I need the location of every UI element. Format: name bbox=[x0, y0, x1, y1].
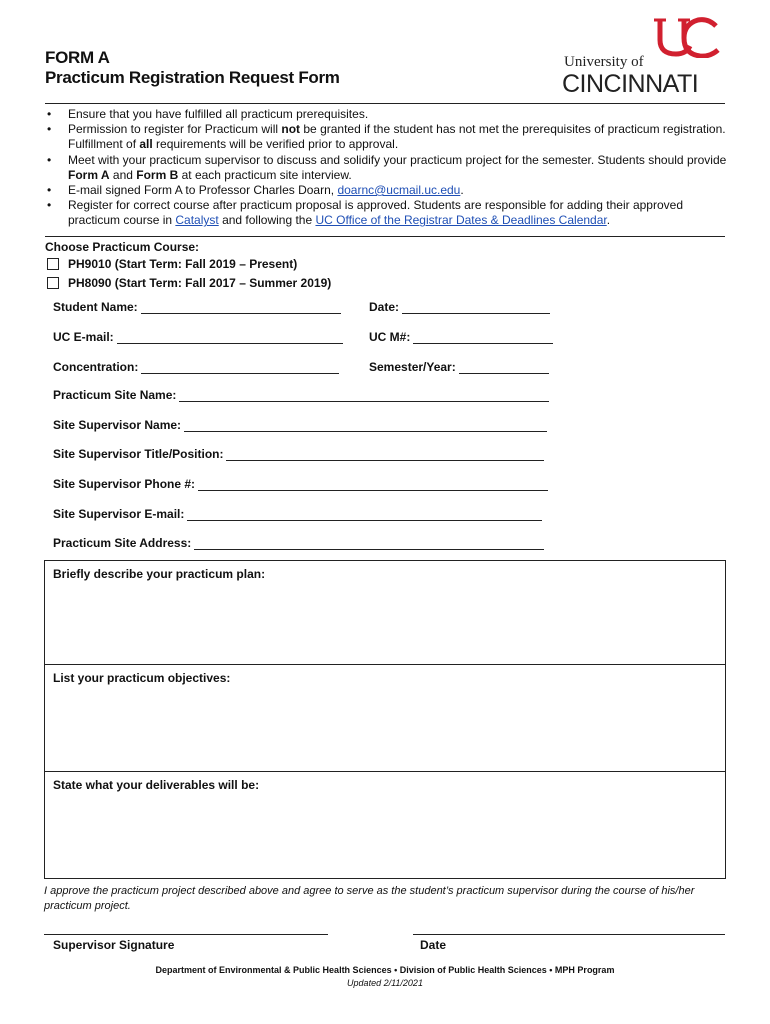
university-logo bbox=[560, 16, 730, 98]
site-supervisor-title-field[interactable] bbox=[53, 447, 544, 461]
instruction-text: Register for correct course after practicum proposal is approved. Students are responsible for adding their approved practicum course in bbox=[68, 198, 683, 228]
email-link[interactable]: doarnc@ucmail.uc.edu bbox=[337, 183, 461, 198]
checkbox[interactable] bbox=[47, 277, 59, 289]
instructions-rule bbox=[45, 236, 725, 237]
practicum-plan-label: Briefly describe your practicum plan: bbox=[53, 567, 266, 581]
supervisor-signature-line[interactable] bbox=[44, 934, 328, 935]
course-option-ph9010[interactable] bbox=[47, 257, 297, 271]
course-option-label: PH8090 (Start Term: Fall 2017 – Summer 2019) bbox=[68, 276, 332, 290]
course-option-ph8090[interactable] bbox=[47, 276, 331, 290]
date-input-line[interactable] bbox=[402, 301, 550, 314]
instruction-text: and following the bbox=[218, 213, 316, 228]
supervisor-signature-label: Supervisor Signature bbox=[53, 938, 175, 952]
instruction-text: Ensure that you have fulfilled all practicum prerequisites. bbox=[68, 107, 369, 121]
site-supervisor-email-field[interactable] bbox=[53, 507, 542, 521]
logo-university-text: University of bbox=[564, 54, 644, 70]
practicum-site-name-field[interactable] bbox=[53, 388, 549, 402]
registrar-calendar-link[interactable]: UC Office of the Registrar Dates & Deadlines Calendar bbox=[315, 213, 607, 228]
signature-date-line[interactable] bbox=[413, 934, 725, 935]
practicum-site-address-field[interactable] bbox=[53, 536, 544, 550]
deliverables-label: State what your deliverables will be: bbox=[53, 778, 260, 792]
field-label: UC E-mail: bbox=[53, 330, 114, 344]
field-label: Semester/Year: bbox=[369, 360, 456, 374]
header-rule bbox=[45, 103, 725, 104]
instruction-text: Permission to register for Practicum will bbox=[68, 122, 282, 137]
instruction-text: be granted if the student has not met the prerequisites of practicum registration. Fulfillment of bbox=[68, 122, 726, 152]
instruction-item bbox=[45, 107, 735, 122]
instruction-item bbox=[45, 153, 735, 183]
site-supervisor-phone-field[interactable] bbox=[53, 477, 548, 491]
instruction-text: requirements will be verified prior to approval. bbox=[152, 137, 399, 152]
instruction-text: and bbox=[109, 167, 137, 182]
emphasis-text: not bbox=[281, 122, 301, 137]
concentration-input-line[interactable] bbox=[141, 361, 339, 374]
approval-statement: I approve the practicum project described above and agree to serve as the student’s practicum supervisor during the course of his/her practicum project. bbox=[44, 885, 695, 912]
practicum-site-name-input-line[interactable] bbox=[179, 389, 549, 402]
footer-department: Department of Environmental & Public Health Sciences • Division of Public Health Sciences • MPH Program bbox=[155, 965, 615, 975]
practicum-objectives-box[interactable] bbox=[44, 664, 726, 772]
logo-cincinnati-text: CINCINNATI bbox=[562, 70, 699, 98]
semester-year-input-line[interactable] bbox=[459, 361, 549, 374]
field-label: UC M#: bbox=[369, 330, 411, 344]
practicum-objectives-label: List your practicum objectives: bbox=[53, 671, 231, 685]
form-subtitle: Practicum Registration Request Form bbox=[45, 68, 340, 87]
instruction-text: Meet with your practicum supervisor to discuss and solidify your practicum project for the semester. Students should provide bbox=[68, 152, 727, 167]
semester-year-field[interactable] bbox=[369, 360, 549, 374]
field-label: Site Supervisor Name: bbox=[53, 418, 182, 432]
student-name-input-line[interactable] bbox=[141, 301, 341, 314]
student-name-field[interactable] bbox=[53, 300, 341, 314]
deliverables-box[interactable] bbox=[44, 771, 726, 879]
uc-email-field[interactable] bbox=[53, 330, 343, 344]
site-supervisor-title-input-line[interactable] bbox=[226, 448, 544, 461]
date-field[interactable] bbox=[369, 300, 550, 314]
instruction-text: . bbox=[606, 213, 611, 228]
site-supervisor-email-input-line[interactable] bbox=[187, 508, 542, 521]
field-label: Date: bbox=[369, 300, 400, 314]
instruction-item bbox=[45, 183, 735, 198]
field-label: Practicum Site Name: bbox=[53, 388, 177, 402]
site-supervisor-name-field[interactable] bbox=[53, 418, 547, 432]
checkbox[interactable] bbox=[47, 258, 59, 270]
emphasis-text: Form B bbox=[136, 167, 179, 182]
field-label: Site Supervisor E-mail: bbox=[53, 507, 185, 521]
site-supervisor-phone-input-line[interactable] bbox=[198, 478, 548, 491]
emphasis-text: all bbox=[139, 137, 153, 152]
field-label: Student Name: bbox=[53, 300, 138, 314]
uc-m-number-field[interactable] bbox=[369, 330, 553, 344]
practicum-site-address-input-line[interactable] bbox=[194, 537, 544, 550]
field-label: Site Supervisor Title/Position: bbox=[53, 447, 224, 461]
course-option-label: PH9010 (Start Term: Fall 2019 – Present) bbox=[68, 257, 298, 271]
field-label: Practicum Site Address: bbox=[53, 536, 192, 550]
instruction-text: . bbox=[460, 183, 464, 198]
instruction-text: at each practicum site interview. bbox=[178, 167, 352, 182]
instruction-text: E-mail signed Form A to Professor Charles Doarn, bbox=[68, 183, 338, 198]
signature-date-label: Date bbox=[420, 938, 447, 952]
uc-email-input-line[interactable] bbox=[117, 331, 343, 344]
practicum-plan-box[interactable] bbox=[44, 560, 726, 665]
footer-updated: Updated 2/11/2021 bbox=[347, 978, 423, 988]
form-title: FORM A bbox=[45, 48, 110, 67]
uc-monogram-icon bbox=[650, 16, 730, 58]
instruction-item bbox=[45, 198, 735, 228]
site-supervisor-name-input-line[interactable] bbox=[184, 419, 547, 432]
uc-m-number-input-line[interactable] bbox=[413, 331, 553, 344]
course-heading: Choose Practicum Course: bbox=[45, 240, 200, 254]
instruction-item bbox=[45, 122, 735, 152]
instructions-list bbox=[45, 107, 735, 229]
catalyst-link[interactable]: Catalyst bbox=[175, 213, 219, 228]
concentration-field[interactable] bbox=[53, 360, 339, 374]
emphasis-text: Form A bbox=[68, 167, 110, 182]
field-label: Concentration: bbox=[53, 360, 139, 374]
field-label: Site Supervisor Phone #: bbox=[53, 477, 196, 491]
